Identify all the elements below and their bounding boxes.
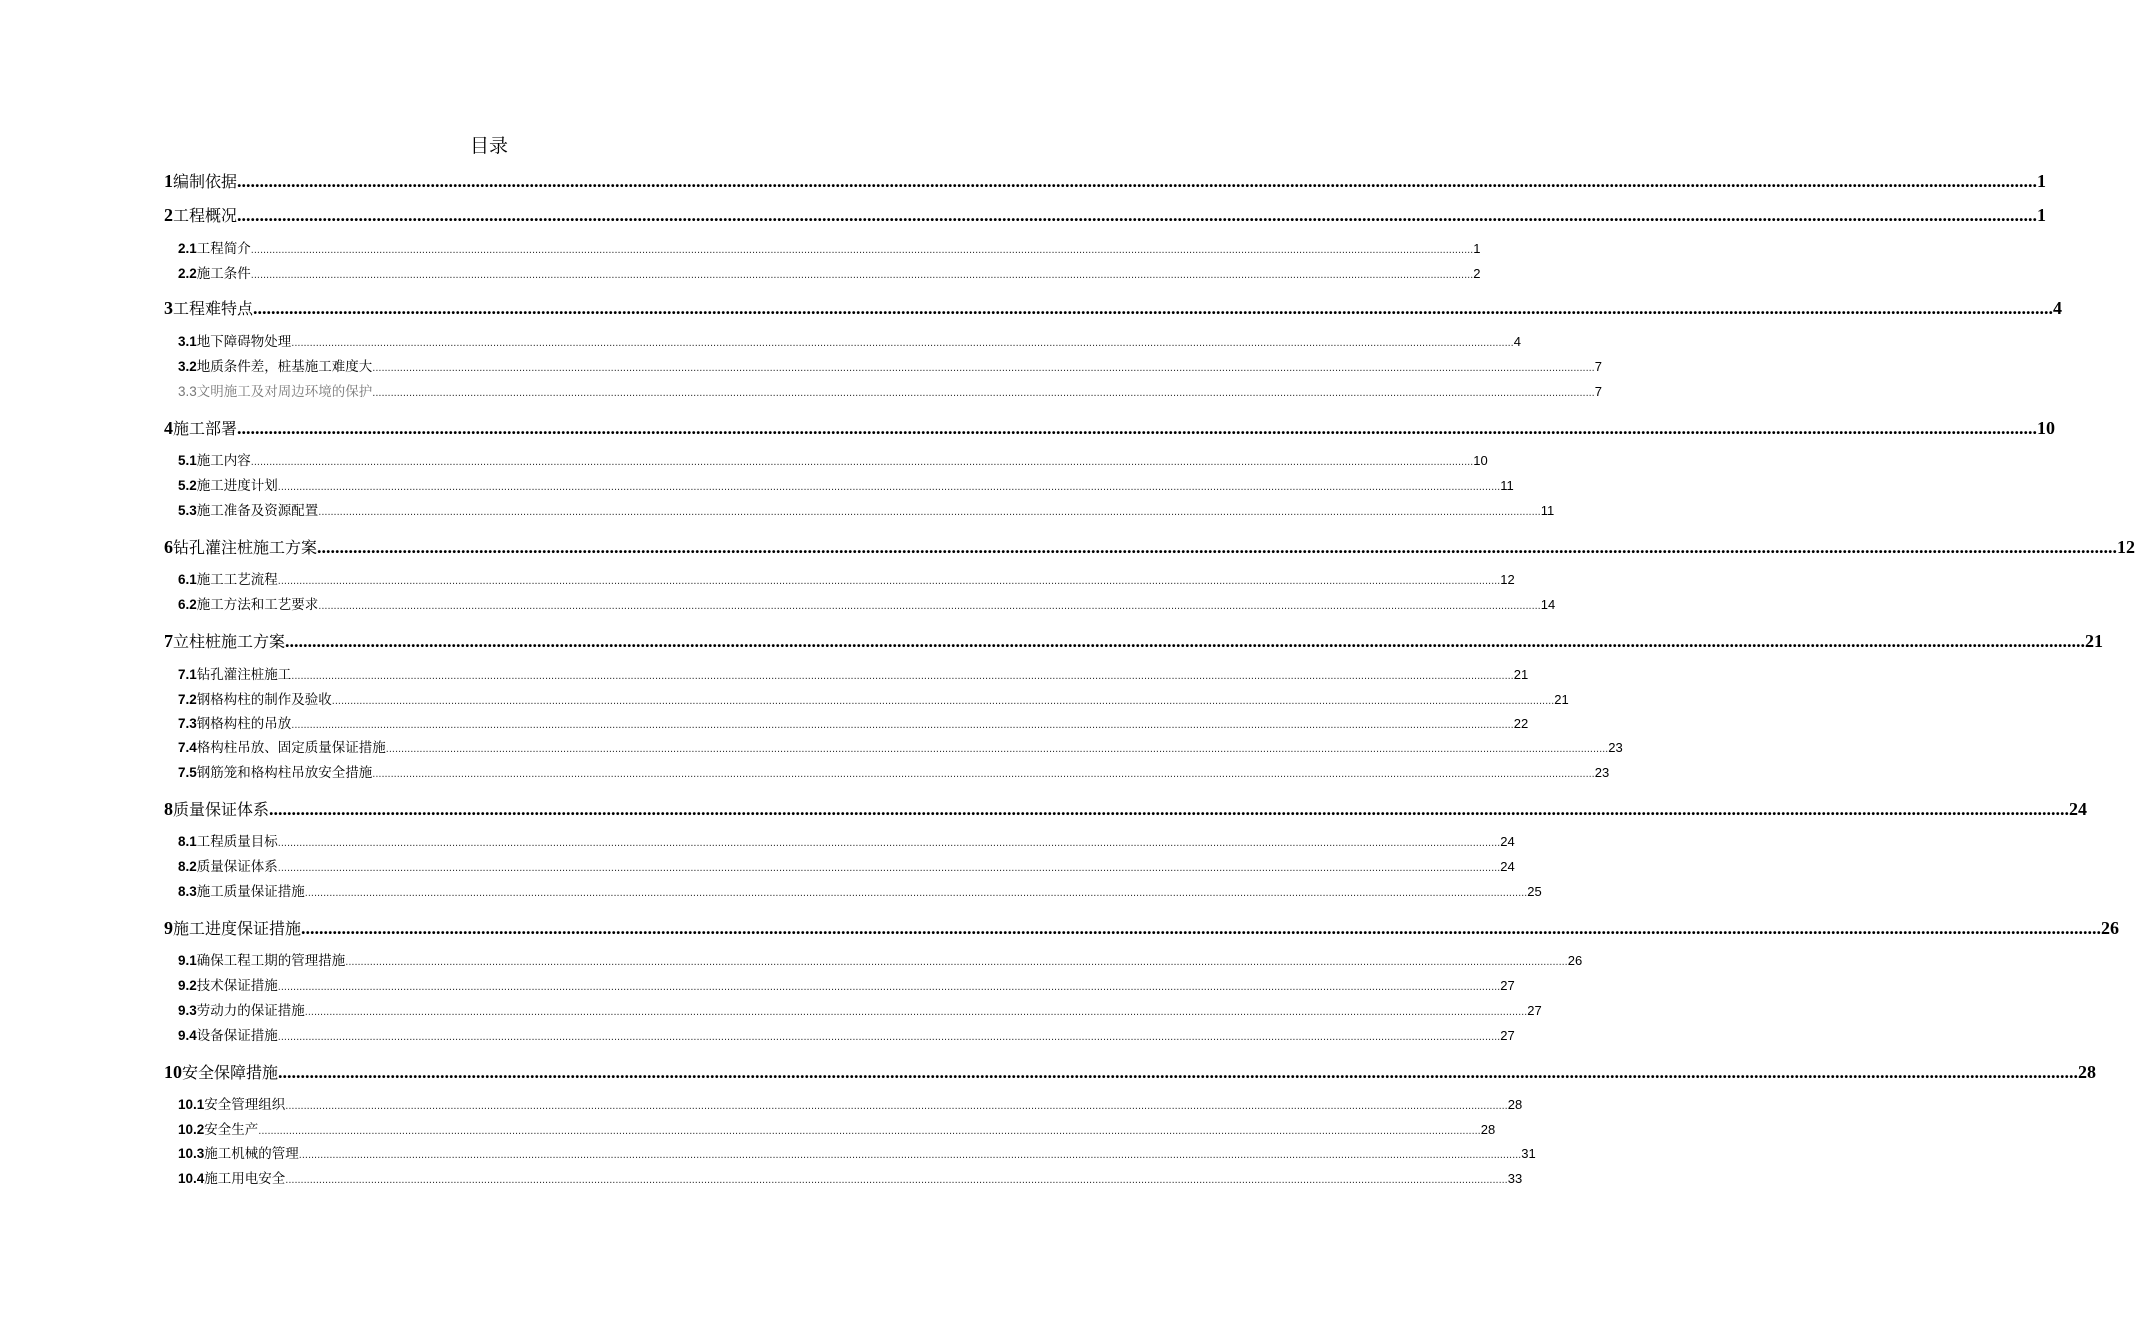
toc-entry-number: 2	[164, 205, 173, 225]
toc-entry-label: 钻孔灌注桩施工	[196, 667, 292, 683]
toc-section-entry[interactable]	[178, 883, 1542, 902]
toc-entry-label: 施工工艺流程	[196, 572, 278, 588]
toc-dot-leader: ................................................................................................................................................................................................................................................................................................................................................................................................................	[291, 719, 1514, 731]
toc-entry-number: 9	[164, 918, 173, 938]
toc-section-entry[interactable]	[178, 596, 1556, 615]
toc-chapter-entry[interactable]	[164, 917, 2120, 940]
toc-dot-leader: ................................................................................................................................................................................................................................................................................................................................................................................................................	[385, 743, 1609, 755]
toc-dot-leader: ................................................................................................................................................................................................................................................................................................................................................................................................................	[277, 575, 1501, 587]
toc-entry-label: 钢格构柱的制作及验收	[196, 692, 332, 708]
toc-section-entry[interactable]	[178, 715, 1529, 734]
toc-entry-page: 24	[2069, 799, 2088, 819]
toc-section-entry[interactable]	[178, 833, 1515, 852]
toc-chapter-entry[interactable]	[164, 170, 2047, 193]
toc-entry-number: 7	[164, 631, 173, 651]
toc-section-entry[interactable]	[178, 1170, 1523, 1189]
toc-entry-page: 7	[1594, 359, 1602, 374]
toc-entry-page: 24	[1500, 834, 1515, 849]
toc-entry-page: 23	[1608, 740, 1623, 755]
toc-dot-leader: ................................................................................................................................................................................................................................................................................................................................................................................................................	[291, 670, 1514, 682]
toc-section-entry[interactable]	[178, 477, 1514, 496]
toc-entry-page: 27	[1500, 1028, 1515, 1043]
toc-section-entry[interactable]	[178, 383, 1602, 402]
toc-entry-number: 3	[164, 298, 173, 318]
toc-entry-label: 质量保证体系	[173, 800, 270, 819]
toc-entry-number: 4	[164, 418, 173, 438]
toc-entry-label: 工程简介	[196, 241, 251, 257]
toc-section-entry[interactable]	[178, 1121, 1496, 1140]
toc-title: 目录	[469, 135, 508, 157]
toc-entry-page: 22	[1513, 716, 1529, 731]
toc-entry-page: 28	[2078, 1062, 2097, 1082]
toc-dot-leader: ................................................................................................................................................................................................................................................................................................................................................................................................................	[304, 887, 1528, 899]
toc-entry-page: 12	[2117, 537, 2135, 557]
toc-entry-number: 10.2	[178, 1122, 205, 1137]
toc-dot-leader: ................................................................................................................................................................................................................................................................................................................................................................................................................	[298, 1149, 1522, 1161]
toc-entry-label: 安全管理组织	[204, 1097, 286, 1113]
toc-entry-label: 施工条件	[196, 266, 251, 282]
toc-chapter-entry[interactable]	[164, 204, 2047, 227]
toc-dot-leader: ................................................................................................................................................................................................................................................................................................................................................................................................................	[250, 244, 1474, 256]
toc-entry-label: 钢格构柱的吊放	[196, 716, 292, 732]
toc-section-entry[interactable]	[178, 1145, 1536, 1164]
toc-dot-leader: ................................................................................................................................................................................................................................................................................................................................................................................................................	[372, 768, 1595, 780]
toc-section-entry[interactable]	[178, 333, 1521, 352]
toc-entry-number: 9.3	[178, 1003, 197, 1018]
toc-entry-page: 10	[1473, 453, 1488, 468]
toc-dot-leader: ................................................................................................................................................................................................................................................................................................................................................................................................................	[301, 918, 2102, 938]
toc-section-entry[interactable]	[178, 858, 1515, 877]
toc-entry-label: 施工方法和工艺要求	[196, 597, 319, 613]
toc-entry-label: 设备保证措施	[196, 1028, 278, 1044]
toc-dot-leader: ................................................................................................................................................................................................................................................................................................................................................................................................................	[285, 631, 2086, 651]
toc-chapter-entry[interactable]	[164, 536, 2135, 559]
toc-entry-number: 2.1	[178, 241, 197, 256]
toc-entry-label: 安全保障措施	[182, 1063, 279, 1082]
toc-entry-page: 26	[1567, 953, 1583, 968]
toc-dot-leader: ................................................................................................................................................................................................................................................................................................................................................................................................................	[304, 1006, 1528, 1018]
toc-entry-number: 9.2	[178, 978, 197, 993]
toc-entry-number: 7.3	[178, 716, 197, 731]
toc-chapter-entry[interactable]	[164, 1061, 2097, 1084]
toc-entry-label: 质量保证体系	[196, 859, 278, 875]
toc-entry-label: 工程概况	[173, 206, 238, 225]
toc-entry-label: 地下障碍物处理	[196, 334, 292, 350]
toc-entry-number: 7.1	[178, 667, 197, 682]
toc-entry-page: 14	[1540, 597, 1556, 612]
toc-section-entry[interactable]	[178, 502, 1555, 521]
toc-dot-leader: ................................................................................................................................................................................................................................................................................................................................................................................................................	[277, 837, 1501, 849]
toc-entry-page: 1	[1473, 241, 1481, 256]
toc-entry-page: 25	[1527, 884, 1542, 899]
toc-dot-leader: ................................................................................................................................................................................................................................................................................................................................................................................................................	[250, 269, 1474, 281]
toc-entry-page: 28	[1507, 1097, 1523, 1112]
toc-entry-page: 23	[1594, 765, 1610, 780]
toc-entry-label: 立柱桩施工方案	[173, 632, 286, 651]
toc-section-entry[interactable]	[178, 452, 1488, 471]
toc-dot-leader: ................................................................................................................................................................................................................................................................................................................................................................................................................	[278, 1062, 2079, 1082]
toc-entry-label: 格构柱吊放、固定质量保证措施	[196, 740, 386, 756]
toc-chapter-entry[interactable]	[164, 630, 2104, 653]
toc-dot-leader: ................................................................................................................................................................................................................................................................................................................................................................................................................	[237, 205, 2038, 225]
toc-entry-number: 7.4	[178, 740, 197, 755]
toc-entry-page: 11	[1540, 503, 1555, 518]
toc-entry-label: 施工进度保证措施	[173, 919, 302, 938]
toc-dot-leader: ................................................................................................................................................................................................................................................................................................................................................................................................................	[237, 418, 2038, 438]
toc-entry-label: 施工机械的管理	[204, 1146, 299, 1162]
toc-section-entry[interactable]	[178, 1027, 1515, 1046]
toc-entry-number: 3.3	[178, 384, 197, 399]
toc-entry-label: 地质条件差，桩基施工难度大	[196, 359, 373, 375]
toc-section-entry[interactable]	[178, 358, 1602, 377]
toc-entry-number: 9.1	[178, 953, 197, 968]
toc-entry-page: 21	[1554, 692, 1569, 707]
toc-entry-page: 10	[2037, 418, 2056, 438]
toc-entry-number: 10	[164, 1062, 182, 1082]
toc-entry-page: 4	[1513, 334, 1521, 349]
toc-dot-leader: ................................................................................................................................................................................................................................................................................................................................................................................................................	[372, 362, 1595, 374]
toc-dot-leader: ................................................................................................................................................................................................................................................................................................................................................................................................................	[277, 1031, 1501, 1043]
toc-entry-page: 27	[1500, 978, 1515, 993]
toc-entry-page: 31	[1521, 1146, 1536, 1161]
toc-entry-number: 5.2	[178, 478, 197, 493]
toc-dot-leader: ................................................................................................................................................................................................................................................................................................................................................................................................................	[318, 506, 1541, 518]
toc-entry-number: 3.1	[178, 334, 197, 349]
toc-entry-page: 7	[1594, 384, 1602, 399]
toc-dot-leader: ................................................................................................................................................................................................................................................................................................................................................................................................................	[285, 1174, 1508, 1186]
toc-entry-page: 28	[1480, 1122, 1496, 1137]
toc-section-entry[interactable]	[178, 739, 1623, 758]
toc-entry-label: 编制依据	[173, 172, 238, 191]
toc-dot-leader: ................................................................................................................................................................................................................................................................................................................................................................................................................	[318, 600, 1541, 612]
toc-entry-page: 12	[1500, 572, 1515, 587]
toc-section-entry[interactable]	[178, 571, 1515, 590]
toc-section-entry[interactable]	[178, 265, 1481, 284]
toc-entry-page: 4	[2053, 298, 2063, 318]
toc-entry-page: 24	[1500, 859, 1515, 874]
toc-entry-page: 11	[1500, 478, 1514, 493]
toc-entry-number: 6	[164, 537, 173, 557]
toc-dot-leader: ................................................................................................................................................................................................................................................................................................................................................................................................................	[250, 456, 1474, 468]
toc-dot-leader: ................................................................................................................................................................................................................................................................................................................................................................................................................	[345, 956, 1568, 968]
toc-entry-label: 施工质量保证措施	[196, 884, 305, 900]
toc-entry-number: 9.4	[178, 1028, 197, 1043]
toc-entry-page: 33	[1507, 1171, 1523, 1186]
toc-dot-leader: ................................................................................................................................................................................................................................................................................................................................................................................................................	[331, 695, 1555, 707]
toc-entry-label: 安全生产	[204, 1122, 259, 1138]
toc-entry-number: 7.2	[178, 692, 197, 707]
toc-entry-number: 3.2	[178, 359, 197, 374]
toc-dot-leader: ................................................................................................................................................................................................................................................................................................................................................................................................................	[277, 862, 1501, 874]
toc-entry-number: 8	[164, 799, 173, 819]
toc-entry-label: 工程难特点	[173, 299, 254, 318]
toc-dot-leader: ................................................................................................................................................................................................................................................................................................................................................................................................................	[372, 387, 1595, 399]
toc-entry-label: 钢筋笼和格构柱吊放安全措施	[196, 765, 373, 781]
toc-entry-number: 1	[164, 171, 173, 191]
toc-dot-leader: ................................................................................................................................................................................................................................................................................................................................................................................................................	[237, 171, 2038, 191]
toc-chapter-entry[interactable]	[164, 798, 2088, 821]
toc-entry-number: 8.1	[178, 834, 197, 849]
toc-entry-number: 10.1	[178, 1097, 205, 1112]
toc-dot-leader: ................................................................................................................................................................................................................................................................................................................................................................................................................	[277, 481, 1501, 493]
toc-entry-page: 21	[1513, 667, 1529, 682]
toc-entry-label: 工程质量目标	[196, 834, 278, 850]
toc-section-entry[interactable]	[178, 977, 1515, 996]
toc-entry-number: 5.3	[178, 503, 197, 518]
toc-entry-number: 8.2	[178, 859, 197, 874]
toc-entry-label: 钻孔灌注桩施工方案	[173, 538, 318, 557]
toc-entry-page: 27	[1527, 1003, 1542, 1018]
toc-entry-number: 7.5	[178, 765, 197, 780]
toc-section-entry[interactable]	[178, 1096, 1523, 1115]
toc-section-entry[interactable]	[178, 1002, 1542, 1021]
toc-dot-leader: ................................................................................................................................................................................................................................................................................................................................................................................................................	[291, 337, 1514, 349]
toc-entry-label: 技术保证措施	[196, 978, 278, 994]
toc-entry-label: 劳动力的保证措施	[196, 1003, 305, 1019]
toc-entry-label: 施工准备及资源配置	[196, 503, 319, 519]
toc-section-entry[interactable]	[178, 952, 1583, 971]
toc-section-entry[interactable]	[178, 691, 1569, 710]
toc-entry-number: 10.3	[178, 1146, 205, 1161]
toc-section-entry[interactable]	[178, 764, 1610, 783]
toc-chapter-entry[interactable]	[164, 297, 2063, 320]
toc-entry-page: 2	[1473, 266, 1481, 281]
toc-entry-page: 26	[2101, 918, 2120, 938]
toc-dot-leader: ................................................................................................................................................................................................................................................................................................................................................................................................................	[317, 537, 2118, 557]
toc-dot-leader: ................................................................................................................................................................................................................................................................................................................................................................................................................	[277, 981, 1501, 993]
toc-entry-number: 5.1	[178, 453, 197, 468]
toc-entry-number: 8.3	[178, 884, 197, 899]
toc-dot-leader: ................................................................................................................................................................................................................................................................................................................................................................................................................	[285, 1100, 1508, 1112]
toc-entry-number: 10.4	[178, 1171, 205, 1186]
toc-chapter-entry[interactable]	[164, 417, 2056, 440]
toc-entry-page: 1	[2037, 171, 2047, 191]
toc-dot-leader: ................................................................................................................................................................................................................................................................................................................................................................................................................	[269, 799, 2070, 819]
toc-section-entry[interactable]	[178, 240, 1481, 259]
toc-entry-label: 施工内容	[196, 453, 251, 469]
toc-entry-page: 1	[2037, 205, 2047, 225]
toc-entry-number: 6.1	[178, 572, 197, 587]
toc-dot-leader: ................................................................................................................................................................................................................................................................................................................................................................................................................	[253, 298, 2054, 318]
toc-entry-label: 施工进度计划	[196, 478, 278, 494]
toc-entry-label: 确保工程工期的管理措施	[196, 953, 346, 969]
toc-entry-label: 文明施工及对周边环境的保护	[196, 384, 373, 400]
toc-section-entry[interactable]	[178, 666, 1529, 685]
toc-entry-label: 施工部署	[173, 419, 238, 438]
toc-entry-page: 21	[2085, 631, 2104, 651]
toc-dot-leader: ................................................................................................................................................................................................................................................................................................................................................................................................................	[258, 1125, 1481, 1137]
toc-entry-number: 2.2	[178, 266, 197, 281]
toc-entry-label: 施工用电安全	[204, 1171, 286, 1187]
toc-entry-number: 6.2	[178, 597, 197, 612]
